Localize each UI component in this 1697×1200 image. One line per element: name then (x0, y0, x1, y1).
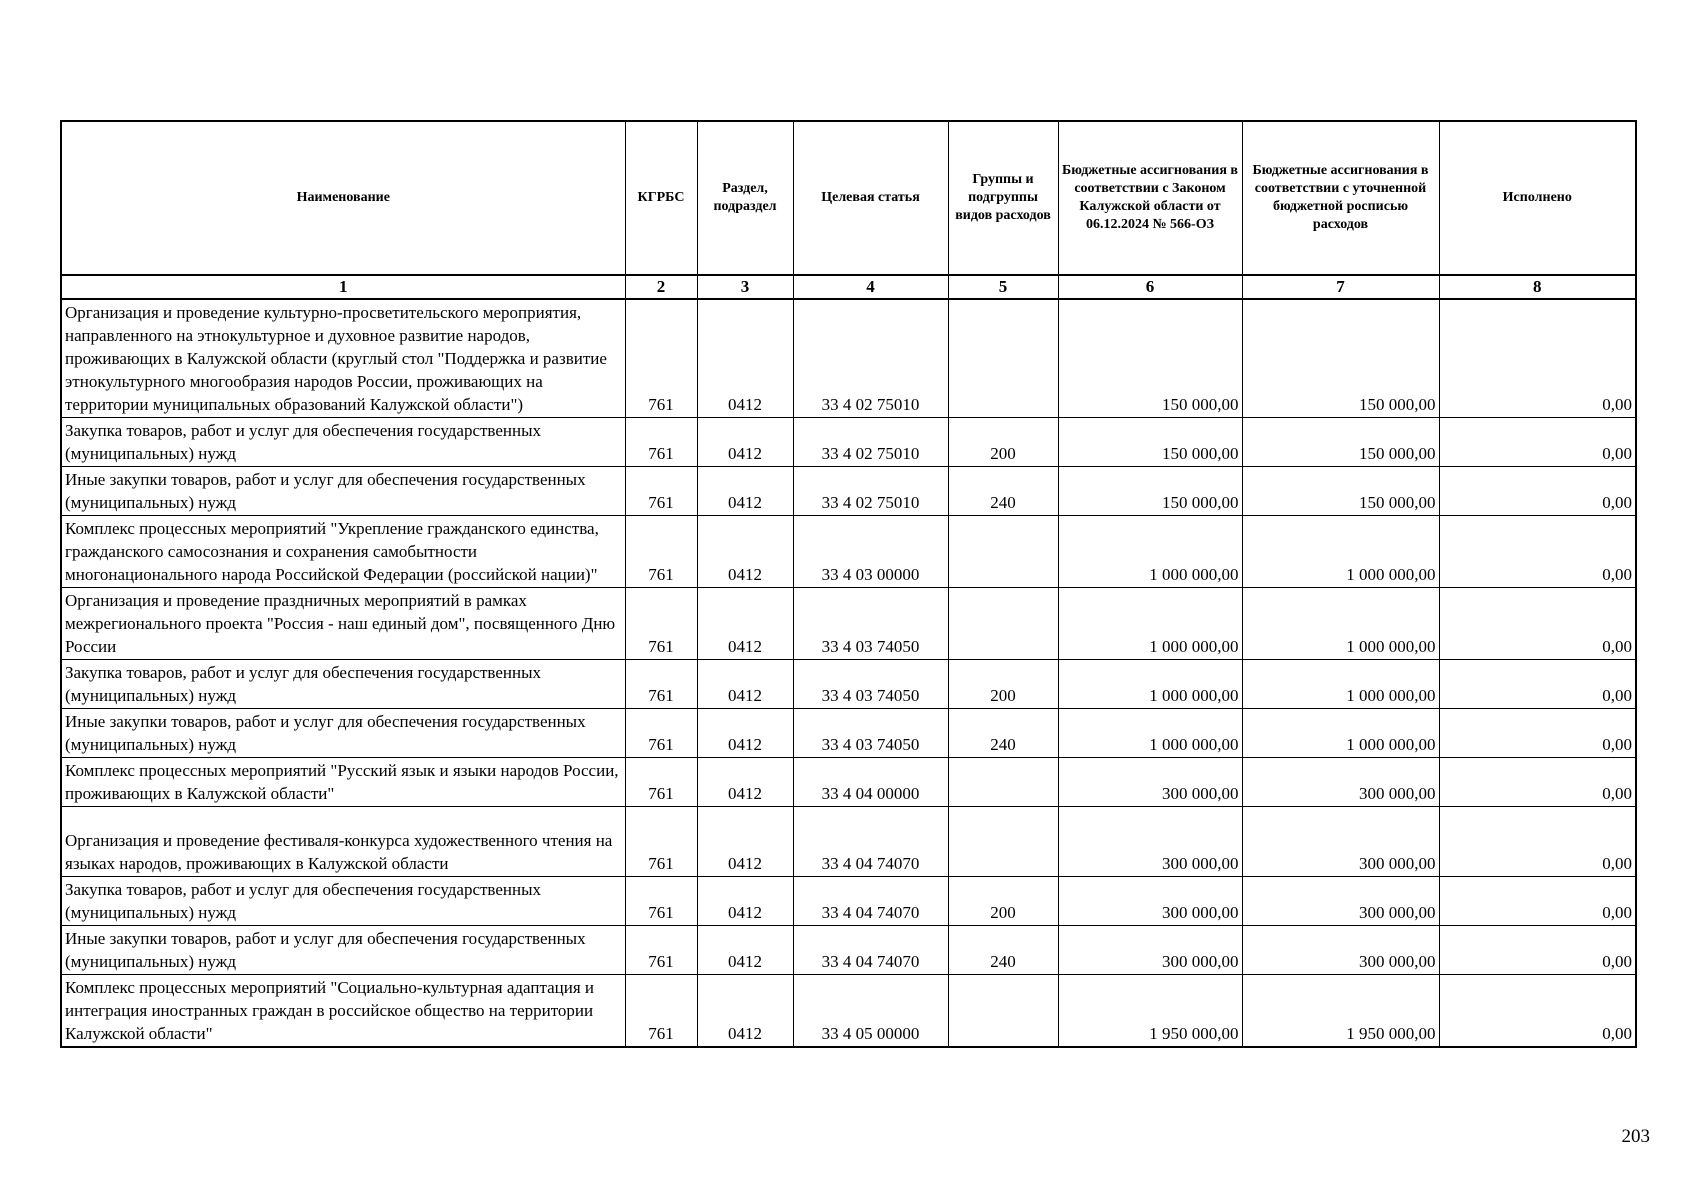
row-refined-allocation: 1 000 000,00 (1242, 516, 1439, 588)
row-expense-group (948, 588, 1058, 660)
table-row (61, 467, 1636, 516)
table-row (61, 299, 1636, 418)
row-law-allocation: 1 000 000,00 (1058, 516, 1242, 588)
header-refined-allocation: Бюджетные ассигнования в соответствии с уточненной бюджетной росписью расходов (1242, 121, 1439, 275)
row-expense-group (948, 299, 1058, 418)
row-law-allocation: 150 000,00 (1058, 467, 1242, 516)
header-expense-group: Группы и подгруппы видов расходов (948, 121, 1058, 275)
row-target-article: 33 4 03 74050 (793, 588, 948, 660)
row-law-allocation: 1 000 000,00 (1058, 588, 1242, 660)
row-section: 0412 (697, 926, 793, 975)
header-executed: Исполнено (1439, 121, 1636, 275)
row-section: 0412 (697, 418, 793, 467)
row-expense-group (948, 975, 1058, 1048)
row-law-allocation: 300 000,00 (1058, 758, 1242, 807)
row-name: Комплекс процессных мероприятий "Укрепление гражданского единства, гражданского самосознания и сохранения самобытности многонационального народа Российской Федерации (российской нации)" (61, 516, 625, 588)
row-expense-group: 240 (948, 467, 1058, 516)
table-row (61, 660, 1636, 709)
row-kgrbs: 761 (625, 709, 697, 758)
row-refined-allocation: 150 000,00 (1242, 299, 1439, 418)
row-section: 0412 (697, 807, 793, 877)
row-name: Закупка товаров, работ и услуг для обеспечения государственных (муниципальных) нужд (61, 660, 625, 709)
row-target-article: 33 4 02 75010 (793, 467, 948, 516)
table-row (61, 709, 1636, 758)
row-executed: 0,00 (1439, 299, 1636, 418)
row-name: Иные закупки товаров, работ и услуг для обеспечения государственных (муниципальных) нужд (61, 709, 625, 758)
row-name: Закупка товаров, работ и услуг для обеспечения государственных (муниципальных) нужд (61, 877, 625, 926)
column-number: 2 (625, 275, 697, 299)
table-row (61, 877, 1636, 926)
row-law-allocation: 300 000,00 (1058, 807, 1242, 877)
row-kgrbs: 761 (625, 660, 697, 709)
row-expense-group: 200 (948, 418, 1058, 467)
row-name: Комплекс процессных мероприятий "Русский язык и языки народов России, проживающих в Калужской области" (61, 758, 625, 807)
row-refined-allocation: 1 950 000,00 (1242, 975, 1439, 1048)
row-kgrbs: 761 (625, 758, 697, 807)
row-executed: 0,00 (1439, 807, 1636, 877)
row-executed: 0,00 (1439, 975, 1636, 1048)
row-section: 0412 (697, 299, 793, 418)
row-refined-allocation: 300 000,00 (1242, 926, 1439, 975)
row-expense-group: 200 (948, 877, 1058, 926)
header-law-allocation: Бюджетные ассигнования в соответствии с Законом Калужской области от 06.12.2024 № 566-ОЗ (1058, 121, 1242, 275)
row-executed: 0,00 (1439, 588, 1636, 660)
row-target-article: 33 4 03 74050 (793, 709, 948, 758)
row-refined-allocation: 300 000,00 (1242, 758, 1439, 807)
row-kgrbs: 761 (625, 877, 697, 926)
row-law-allocation: 1 000 000,00 (1058, 660, 1242, 709)
row-name: Организация и проведение культурно-просветительского мероприятия, направленного на этнокультурное и духовное развитие народов, проживающих в Калужской области (круглый стол "Поддержка и развитие этнокультурного многообразия народов России, проживающих на территории муниципальных образований Калужской области") (61, 299, 625, 418)
header-target-article: Целевая статья (793, 121, 948, 275)
row-executed: 0,00 (1439, 709, 1636, 758)
row-kgrbs: 761 (625, 418, 697, 467)
column-number: 6 (1058, 275, 1242, 299)
table-row (61, 588, 1636, 660)
row-expense-group (948, 807, 1058, 877)
column-number-row (61, 275, 1636, 299)
table-row (61, 758, 1636, 807)
column-number: 3 (697, 275, 793, 299)
row-executed: 0,00 (1439, 516, 1636, 588)
row-refined-allocation: 1 000 000,00 (1242, 588, 1439, 660)
column-number: 4 (793, 275, 948, 299)
header-row (61, 121, 1636, 275)
row-kgrbs: 761 (625, 807, 697, 877)
table-row (61, 926, 1636, 975)
row-refined-allocation: 300 000,00 (1242, 877, 1439, 926)
row-law-allocation: 300 000,00 (1058, 877, 1242, 926)
row-name: Закупка товаров, работ и услуг для обеспечения государственных (муниципальных) нужд (61, 418, 625, 467)
row-name: Комплекс процессных мероприятий "Социально-культурная адаптация и интеграция иностранных граждан в российское общество на территории Калужской области" (61, 975, 625, 1048)
row-executed: 0,00 (1439, 926, 1636, 975)
row-kgrbs: 761 (625, 926, 697, 975)
row-section: 0412 (697, 588, 793, 660)
row-refined-allocation: 150 000,00 (1242, 467, 1439, 516)
row-name: Организация и проведение фестиваля-конкурса художественного чтения на языках народов, проживающих в Калужской области (61, 807, 625, 877)
column-number: 8 (1439, 275, 1636, 299)
column-number: 7 (1242, 275, 1439, 299)
row-section: 0412 (697, 467, 793, 516)
row-section: 0412 (697, 975, 793, 1048)
row-executed: 0,00 (1439, 660, 1636, 709)
row-target-article: 33 4 03 74050 (793, 660, 948, 709)
row-expense-group: 240 (948, 926, 1058, 975)
row-expense-group: 240 (948, 709, 1058, 758)
row-section: 0412 (697, 709, 793, 758)
table-row (61, 807, 1636, 877)
column-number: 1 (61, 275, 625, 299)
row-target-article: 33 4 02 75010 (793, 299, 948, 418)
budget-table (60, 120, 1637, 1048)
row-law-allocation: 1 000 000,00 (1058, 709, 1242, 758)
row-name: Иные закупки товаров, работ и услуг для обеспечения государственных (муниципальных) нужд (61, 926, 625, 975)
row-target-article: 33 4 04 00000 (793, 758, 948, 807)
header-name: Наименование (61, 121, 625, 275)
row-kgrbs: 761 (625, 299, 697, 418)
row-target-article: 33 4 03 00000 (793, 516, 948, 588)
row-law-allocation: 150 000,00 (1058, 418, 1242, 467)
row-executed: 0,00 (1439, 418, 1636, 467)
row-executed: 0,00 (1439, 877, 1636, 926)
row-section: 0412 (697, 877, 793, 926)
row-section: 0412 (697, 660, 793, 709)
table-row (61, 975, 1636, 1048)
row-expense-group: 200 (948, 660, 1058, 709)
row-refined-allocation: 1 000 000,00 (1242, 660, 1439, 709)
row-expense-group (948, 516, 1058, 588)
column-number: 5 (948, 275, 1058, 299)
row-expense-group (948, 758, 1058, 807)
row-section: 0412 (697, 516, 793, 588)
row-kgrbs: 761 (625, 467, 697, 516)
row-refined-allocation: 150 000,00 (1242, 418, 1439, 467)
row-kgrbs: 761 (625, 516, 697, 588)
row-target-article: 33 4 04 74070 (793, 926, 948, 975)
row-law-allocation: 150 000,00 (1058, 299, 1242, 418)
row-section: 0412 (697, 758, 793, 807)
row-name: Иные закупки товаров, работ и услуг для обеспечения государственных (муниципальных) нужд (61, 467, 625, 516)
row-kgrbs: 761 (625, 975, 697, 1048)
row-law-allocation: 300 000,00 (1058, 926, 1242, 975)
header-section: Раздел, подраздел (697, 121, 793, 275)
row-refined-allocation: 1 000 000,00 (1242, 709, 1439, 758)
header-kgrbs: КГРБС (625, 121, 697, 275)
row-executed: 0,00 (1439, 758, 1636, 807)
row-refined-allocation: 300 000,00 (1242, 807, 1439, 877)
table-row (61, 418, 1636, 467)
row-executed: 0,00 (1439, 467, 1636, 516)
row-target-article: 33 4 04 74070 (793, 877, 948, 926)
row-target-article: 33 4 05 00000 (793, 975, 948, 1048)
page-number: 203 (1621, 1126, 1650, 1147)
row-law-allocation: 1 950 000,00 (1058, 975, 1242, 1048)
row-target-article: 33 4 02 75010 (793, 418, 948, 467)
row-name: Организация и проведение праздничных мероприятий в рамках межрегионального проекта "Россия - наш единый дом", посвященного Дню России (61, 588, 625, 660)
row-target-article: 33 4 04 74070 (793, 807, 948, 877)
row-kgrbs: 761 (625, 588, 697, 660)
table-row (61, 516, 1636, 588)
